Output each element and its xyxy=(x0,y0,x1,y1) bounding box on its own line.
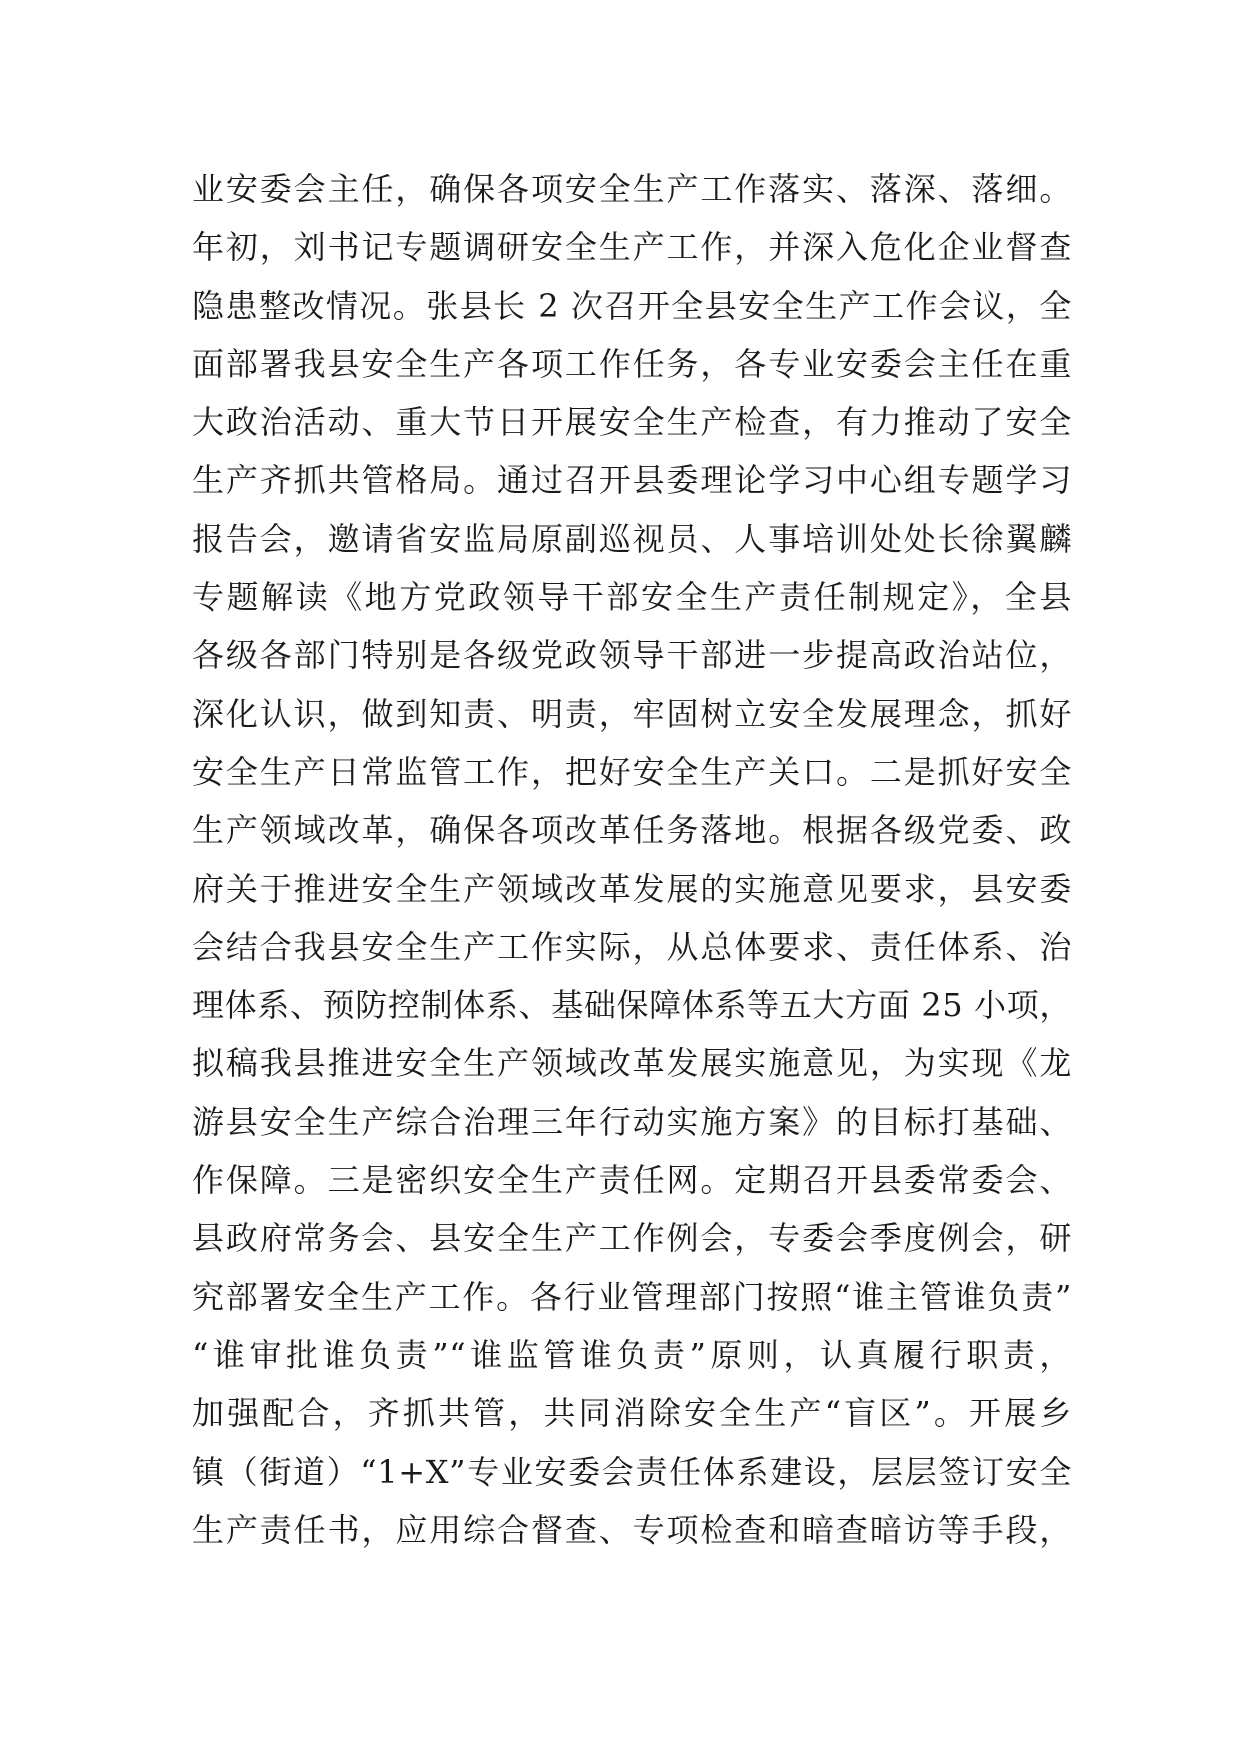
text-line: 游县安全生产综合治理三年行动实施方案》的目标打基础、 xyxy=(192,1102,1072,1141)
text-line: 年初，刘书记专题调研安全生产工作，并深入危化企业督查 xyxy=(192,228,1072,267)
text-line: “谁审批谁负责”“谁监管谁负责”原则，认真履行职责， xyxy=(192,1335,1072,1374)
text-line: 报告会，邀请省安监局原副巡视员、人事培训处处长徐翼麟 xyxy=(192,519,1072,558)
text-line: 面部署我县安全生产各项工作任务，各专业安委会主任在重 xyxy=(192,344,1072,383)
text-line: 究部署安全生产工作。各行业管理部门按照“谁主管谁负责” xyxy=(192,1277,1072,1316)
text-line: 业安委会主任，确保各项安全生产工作落实、落深、落细。 xyxy=(192,170,1072,208)
text-line: 拟稿我县推进安全生产领域改革发展实施意见，为实现《龙 xyxy=(192,1044,1072,1083)
text-line: 各级各部门特别是各级党政领导干部进一步提高政治站位， xyxy=(192,636,1072,675)
text-line: 生产领域改革，确保各项改革任务落地。根据各级党委、政 xyxy=(192,811,1072,850)
text-line: 隐患整改情况。张县长 2 次召开全县安全生产工作会议，全 xyxy=(192,286,1072,325)
text-line: 县政府常务会、县安全生产工作例会，专委会季度例会，研 xyxy=(192,1219,1072,1258)
text-line: 加强配合，齐抓共管，共同消除安全生产“盲区”。开展乡 xyxy=(192,1394,1072,1433)
text-line: 生产齐抓共管格局。通过召开县委理论学习中心组专题学习 xyxy=(192,461,1072,500)
text-line: 作保障。三是密织安全生产责任网。定期召开县委常委会、 xyxy=(192,1161,1072,1200)
body-text xyxy=(192,160,1072,1559)
text-line: 大政治活动、重大节日开展安全生产检查，有力推动了安全 xyxy=(192,403,1072,442)
text-line: 专题解读《地方党政领导干部安全生产责任制规定》，全县 xyxy=(192,578,1072,617)
text-line: 镇（街道）“1+X”专业安委会责任体系建设，层层签订安全 xyxy=(192,1452,1072,1491)
text-line: 深化认识，做到知责、明责，牢固树立安全发展理念，抓好 xyxy=(192,694,1072,733)
text-line: 府关于推进安全生产领域改革发展的实施意见要求，县安委 xyxy=(192,869,1072,908)
text-line: 会结合我县安全生产工作实际，从总体要求、责任体系、治 xyxy=(192,927,1072,966)
text-line: 理体系、预防控制体系、基础保障体系等五大方面 25 小项， xyxy=(192,986,1072,1025)
text-line: 安全生产日常监管工作，把好安全生产关口。二是抓好安全 xyxy=(192,752,1072,791)
text-line: 生产责任书，应用综合督查、专项检查和暗查暗访等手段， xyxy=(192,1510,1072,1549)
